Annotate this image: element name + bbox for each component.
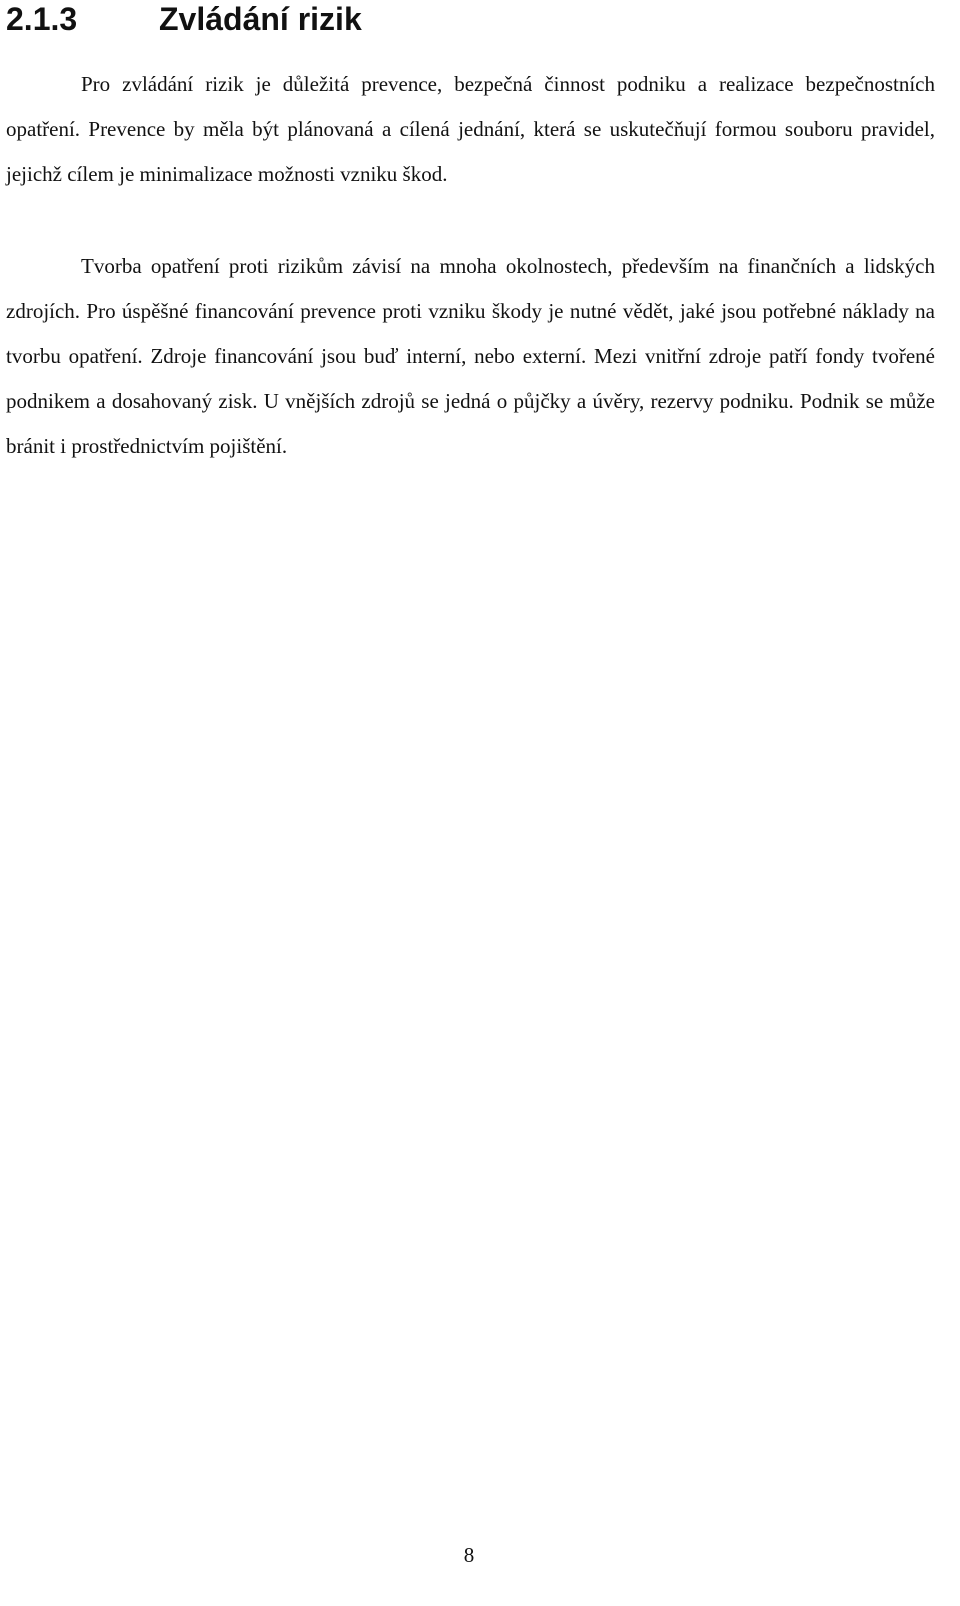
paragraph-prevention-text: Pro zvládání rizik je důležitá prevence, bezpečná činnost podniku a realizace bezpečnostních opatření. Prevence by měla být plánovaná a cílená jednání, která se uskutečňují formou souboru pravidel, jejichž cílem je minimalizace možnosti vzniku škod. xyxy=(6,72,935,186)
section-number: 2.1.3 xyxy=(6,1,78,37)
paragraph-financing-text: Tvorba opatření proti rizikům závisí na mnoha okolnostech, především na finančních a lidských zdrojích. Pro úspěšné financování prevence proti vzniku škody je nutné vědět, jaké jsou potřebné náklady na tvorbu opatření. Zdroje financování jsou buď interní, nebo externí. Mezi vnitřní zdroje patří fondy tvořené podnikem a dosahovaný zisk. U vnějších zdrojů se jedná o půjčky a úvěry, rezervy podniku. Podnik se může bránit i prostřednictvím pojištění. xyxy=(6,254,935,458)
paragraph-financing xyxy=(6,244,935,469)
page-number: 8 xyxy=(463,1543,475,1567)
section-title: Zvládání rizik xyxy=(159,1,362,37)
paragraph-prevention xyxy=(6,62,935,197)
section-heading xyxy=(6,0,362,38)
